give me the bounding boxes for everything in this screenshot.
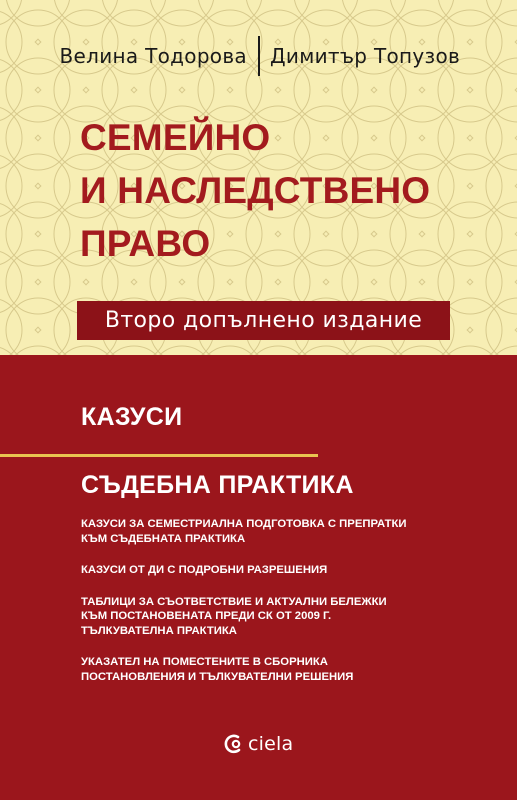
gold-divider <box>0 454 318 457</box>
title-line: И НАСЛЕДСТВЕНО <box>80 170 431 211</box>
feature-item <box>81 595 491 639</box>
feature-item <box>81 655 491 684</box>
cover-bottom-panel <box>0 355 517 800</box>
title-line: ПРАВО <box>80 223 211 264</box>
feature-line: КАЗУСИ ЗА СЕМЕСТРИАЛНА ПОДГОТОВКА С ПРЕПРАТКИ <box>81 518 407 530</box>
feature-item <box>81 517 491 546</box>
feature-item <box>81 563 491 578</box>
feature-list <box>81 517 491 701</box>
book-title <box>80 111 430 270</box>
publisher-name: ciela <box>248 733 294 755</box>
author-name: Велина Тодорова <box>59 44 247 68</box>
cover-top-panel <box>0 0 517 355</box>
section-heading-cases: КАЗУСИ <box>81 403 183 431</box>
feature-line: КЪМ ПОСТАНОВЕНАТА ПРЕДИ СК ОТ 2009 Г. <box>81 610 332 622</box>
authors-divider <box>258 36 260 76</box>
title-line: СЕМЕЙНО <box>80 117 271 158</box>
feature-line: КЪМ СЪДЕБНАТА ПРАКТИКА <box>81 532 246 545</box>
section-heading-practice: СЪДЕБНА ПРАКТИКА <box>81 471 354 499</box>
ciela-logo-icon <box>224 733 244 755</box>
feature-line: ТАБЛИЦИ ЗА СЪОТВЕТСТВИЕ И АКТУАЛНИ БЕЛЕЖКИ <box>81 595 387 608</box>
feature-line: ТЪЛКУВАТЕЛНА ПРАКТИКА <box>81 624 237 637</box>
author-name: Димитър Топузов <box>270 44 461 68</box>
feature-line: КАЗУСИ ОТ ДИ С ПОДРОБНИ РАЗРЕШЕНИЯ <box>81 564 328 576</box>
edition-badge: Второ допълнено издание <box>77 301 450 340</box>
feature-line: УКАЗАТЕЛ НА ПОМЕСТЕНИТЕ В СБОРНИКА <box>81 656 328 668</box>
authors-row <box>0 36 517 76</box>
feature-line: ПОСТАНОВЛЕНИЯ И ТЪЛКУВАТЕЛНИ РЕШЕНИЯ <box>81 670 354 683</box>
